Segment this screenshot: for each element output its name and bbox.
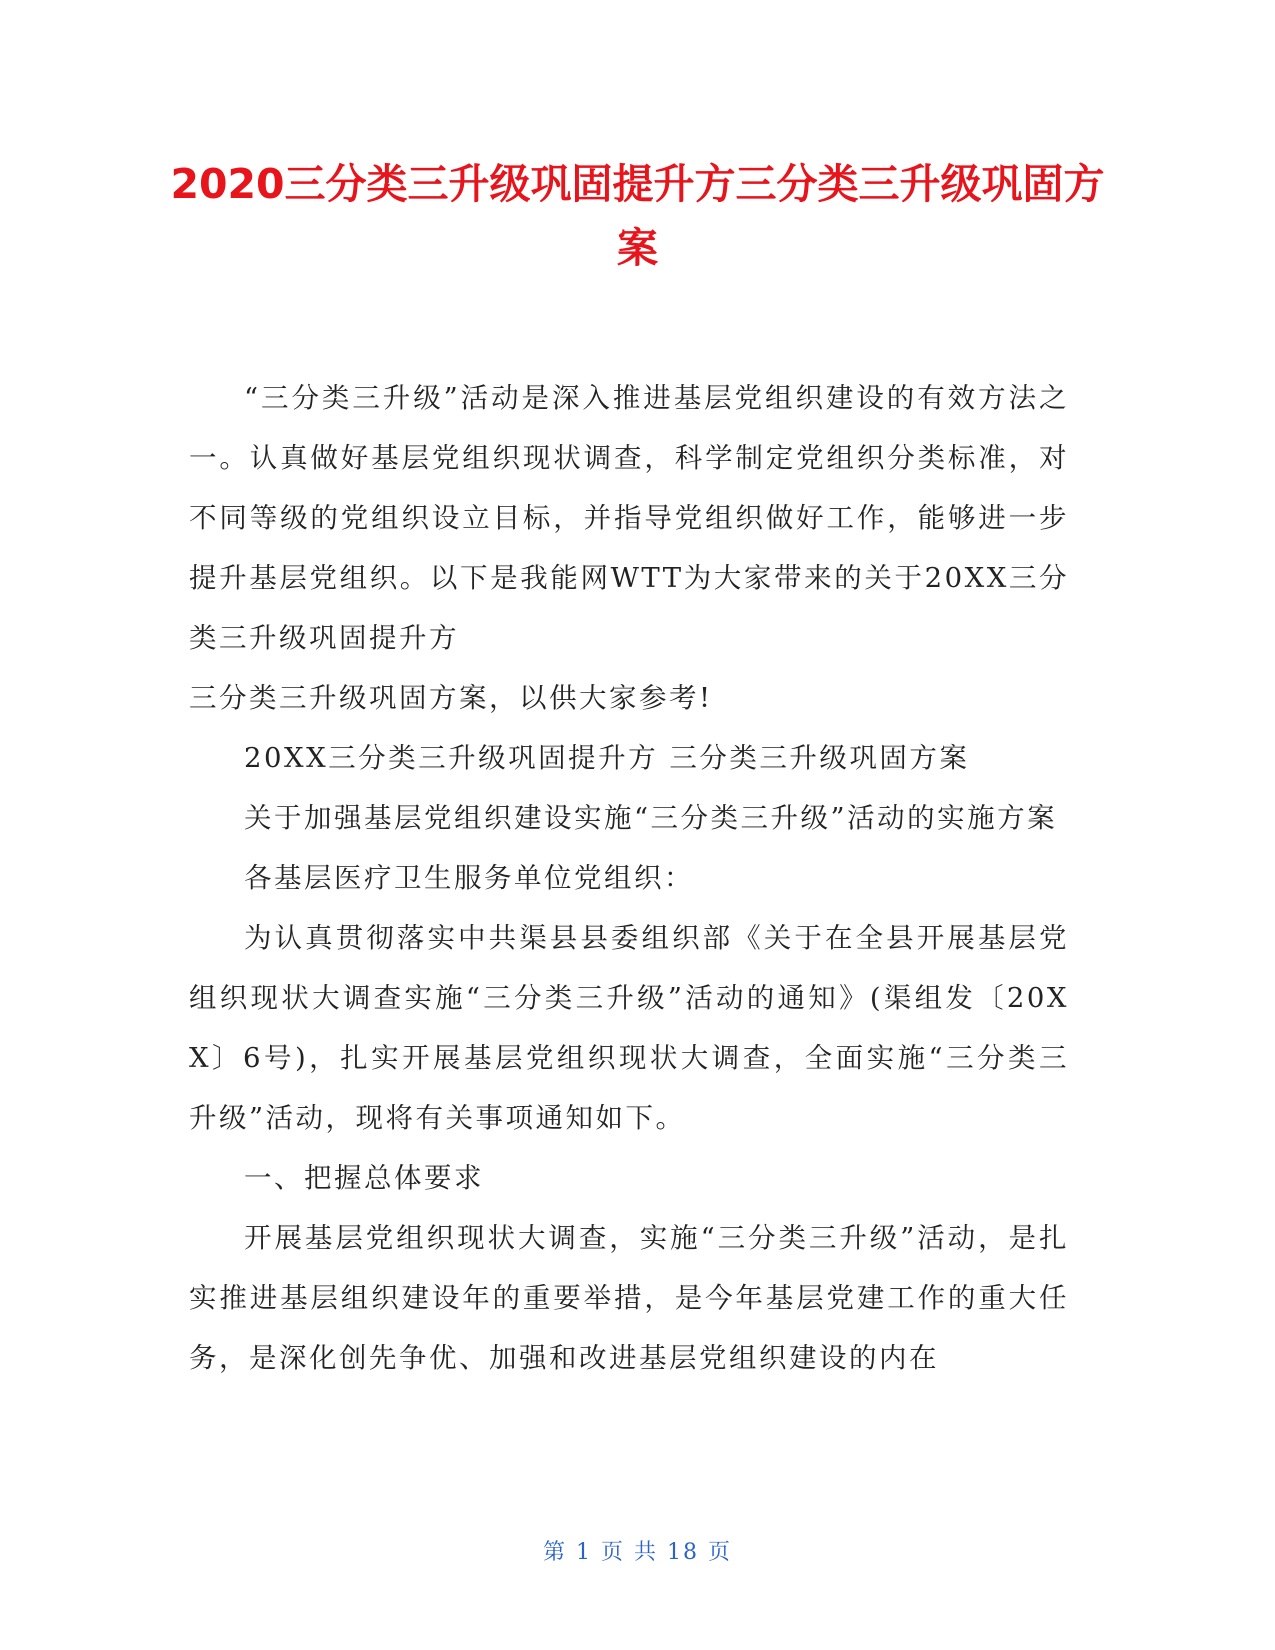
document-title: 2020三分类三升级巩固提升方三分类三升级巩固方案 bbox=[170, 160, 1105, 272]
paragraph-requirements: 开展基层党组织现状大调查，实施“三分类三升级”活动，是扎实推进基层组织建设年的重要举措，是今年基层党建工作的重大任务，是深化创先争优、加强和改进基层党组织建设的内在 bbox=[189, 1222, 1069, 1374]
paragraph-salutation: 各基层医疗卫生服务单位党组织： bbox=[244, 862, 694, 894]
paragraph-intro: “三分类三升级”活动是深入推进基层党组织建设的有效方法之一。认真做好基层党组织现状调查，科学制定党组织分类标准，对不同等级的党组织设立目标，并指导党组织做好工作，能够进一步提升基层党组织。以下是我能网WTT为大家带来的关于20XX三分类三升级巩固提升方 bbox=[189, 382, 1069, 654]
page-number: 第 1 页 共 18 页 bbox=[543, 1540, 732, 1565]
paragraph-intro-continued: 三分类三升级巩固方案，以供大家参考! bbox=[189, 682, 713, 714]
paragraph-subtitle: 20XX三分类三升级巩固提升方 三分类三升级巩固方案 bbox=[244, 742, 970, 774]
paragraph-plan-title: 关于加强基层党组织建设实施“三分类三升级”活动的实施方案 bbox=[244, 802, 1058, 834]
section-heading-1: 一、把握总体要求 bbox=[244, 1162, 484, 1194]
document-body bbox=[189, 368, 1069, 1388]
paragraph-notice: 为认真贯彻落实中共渠县县委组织部《关于在全县开展基层党组织现状大调查实施“三分类三升级”活动的通知》(渠组发〔20XX〕6号)，扎实开展基层党组织现状大调查，全面实施“三分类三升级”活动，现将有关事项通知如下。 bbox=[189, 922, 1069, 1134]
